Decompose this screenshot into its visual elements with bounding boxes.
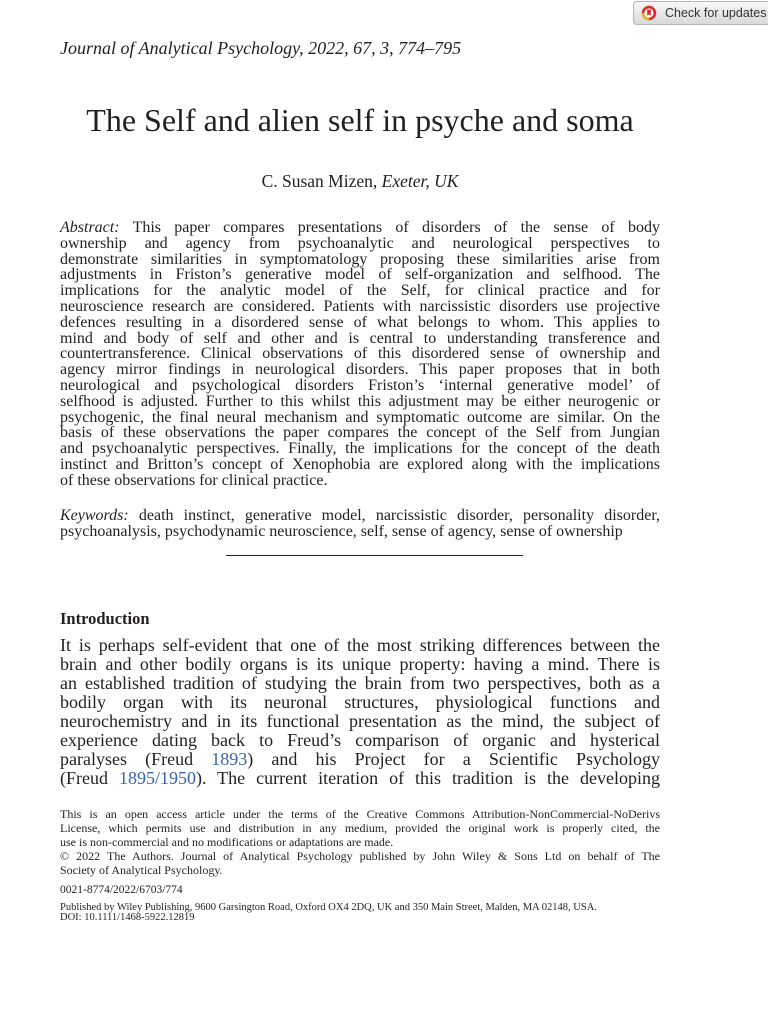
body-text: (Freud [60, 768, 119, 788]
abstract-line: adjustments in Friston’s generative model of self-organization and selfhood. The [60, 266, 660, 284]
body-line: neurochemistry and in its functional presentation as the mind, the subject of [60, 711, 660, 731]
keywords-label: Keywords: [60, 507, 129, 524]
body-line: It is perhaps self-evident that one of the most striking differences between the [60, 635, 660, 655]
keywords-line: psychoanalysis, psychodynamic neuroscience, self, sense of agency, sense of ownership [60, 523, 623, 540]
body-text: ) and his Project for a Scientific Psychology [247, 749, 661, 769]
body-line [60, 769, 660, 788]
body-line [60, 750, 660, 769]
check-for-updates-button[interactable] [633, 1, 768, 25]
abstract-line: agency mirror findings in neurological disorders. This paper proposes that in both [60, 361, 660, 379]
body-text: paralyses (Freud [60, 749, 212, 769]
journal-name: Journal of Analytical Psychology, [60, 38, 304, 58]
abstract-line: implications for the analytic model of the Self, for clinical practice and for [60, 282, 660, 300]
abstract-line: neurological and psychological disorders Friston’s ‘internal generative model’ of [60, 376, 660, 394]
check-for-updates-label: Check for updates [665, 6, 767, 20]
abstract-line: countertransference. Clinical observations of this disordered sense of ownership and [60, 345, 660, 363]
abstract-line: of these observations for clinical practice. [60, 471, 328, 489]
introduction-paragraph [60, 636, 660, 788]
author-affiliation: Exeter, UK [381, 171, 459, 191]
doi: DOI: 10.1111/1468-5922.12819 [60, 912, 195, 923]
section-heading-introduction: Introduction [60, 609, 150, 628]
article-title: The Self and alien self in psyche and soma [86, 102, 634, 138]
crossmark-icon [641, 5, 657, 21]
license-line: This is an open access article under the terms of the Creative Commons Attribution-NonCommercial-NoDerivs [60, 807, 660, 821]
citation-link-freud-1895-1950[interactable]: 1895/1950 [118, 768, 196, 788]
body-line: an established tradition of studying the brain from two perspectives, both as a [60, 673, 660, 693]
abstract [60, 220, 660, 489]
body-line: brain and other bodily organs is its unique property: having a mind. There is [60, 654, 660, 674]
abstract-label: Abstract: [60, 219, 120, 236]
abstract-line: ownership and agency from psychoanalytic and neurological perspectives to [60, 234, 660, 252]
copyright-line: Society of Analytical Psychology. [60, 863, 223, 877]
body-text: ). The current iteration of this tradition is the developing [196, 768, 660, 788]
abstract-line: and psychoanalytic perspectives. Finally, the implications for the concept of the death [60, 440, 660, 458]
copyright-line: © 2022 The Authors. Journal of Analytical Psychology published by John Wiley & Sons Ltd on behalf of The [60, 849, 660, 863]
section-divider [226, 555, 523, 556]
citation-details: 2022, 67, 3, 774–795 [308, 38, 462, 58]
body-line: experience dating back to Freud’s comparison of organic and hysterical [60, 730, 660, 750]
license-notice [60, 807, 660, 877]
license-line: use is non-commercial and no modifications or adaptations are made. [60, 835, 394, 849]
publisher-info [60, 903, 597, 923]
abstract-line [60, 220, 660, 236]
abstract-line: mind and body of self and other and is central to understanding transference and [60, 329, 660, 347]
abstract-line: basis of these observations the paper compares the concept of the Self from Jungian [60, 424, 660, 442]
keywords-text: death instinct, generative model, narcissistic disorder, personality disorder, [138, 507, 660, 524]
author-name: C. Susan Mizen, [261, 171, 378, 191]
keywords [60, 508, 660, 540]
body-line: bodily organ with its neuronal structures, physiological functions and [60, 692, 660, 712]
license-line: License, which permits use and distribution in any medium, provided the original work is properly cited, the [60, 821, 660, 835]
abstract-line: defences resulting in a disordered sense of what belongs to whom. This applies to [60, 313, 660, 331]
author-line [60, 171, 660, 191]
abstract-line: instinct and Britton’s concept of Xenophobia are explored along with the implications [60, 455, 660, 473]
abstract-line: psychogenic, the final neural mechanism and symptomatic outcome are similar. On the [60, 408, 660, 426]
abstract-text: This paper compares presentations of disorders of the sense of body [132, 219, 661, 236]
abstract-line: demonstrate similarities in symptomatology proposing these similarities arise from [60, 250, 660, 268]
running-header [60, 38, 461, 58]
abstract-line: neuroscience research are considered. Patients with narcissistic disorders use projective [60, 297, 660, 315]
abstract-line: selfhood is adjusted. Further to this whilst this adjustment may be either neurogenic or [60, 392, 660, 410]
publisher-address: Published by Wiley Publishing, 9600 Garsington Road, Oxford OX4 2DQ, UK and 350 Main Street, Malden, MA 02148, USA. [60, 902, 597, 913]
issn-code: 0021-8774/2022/6703/774 [60, 884, 183, 896]
keywords-line [60, 508, 660, 524]
citation-link-freud-1893[interactable]: 1893 [211, 749, 248, 769]
